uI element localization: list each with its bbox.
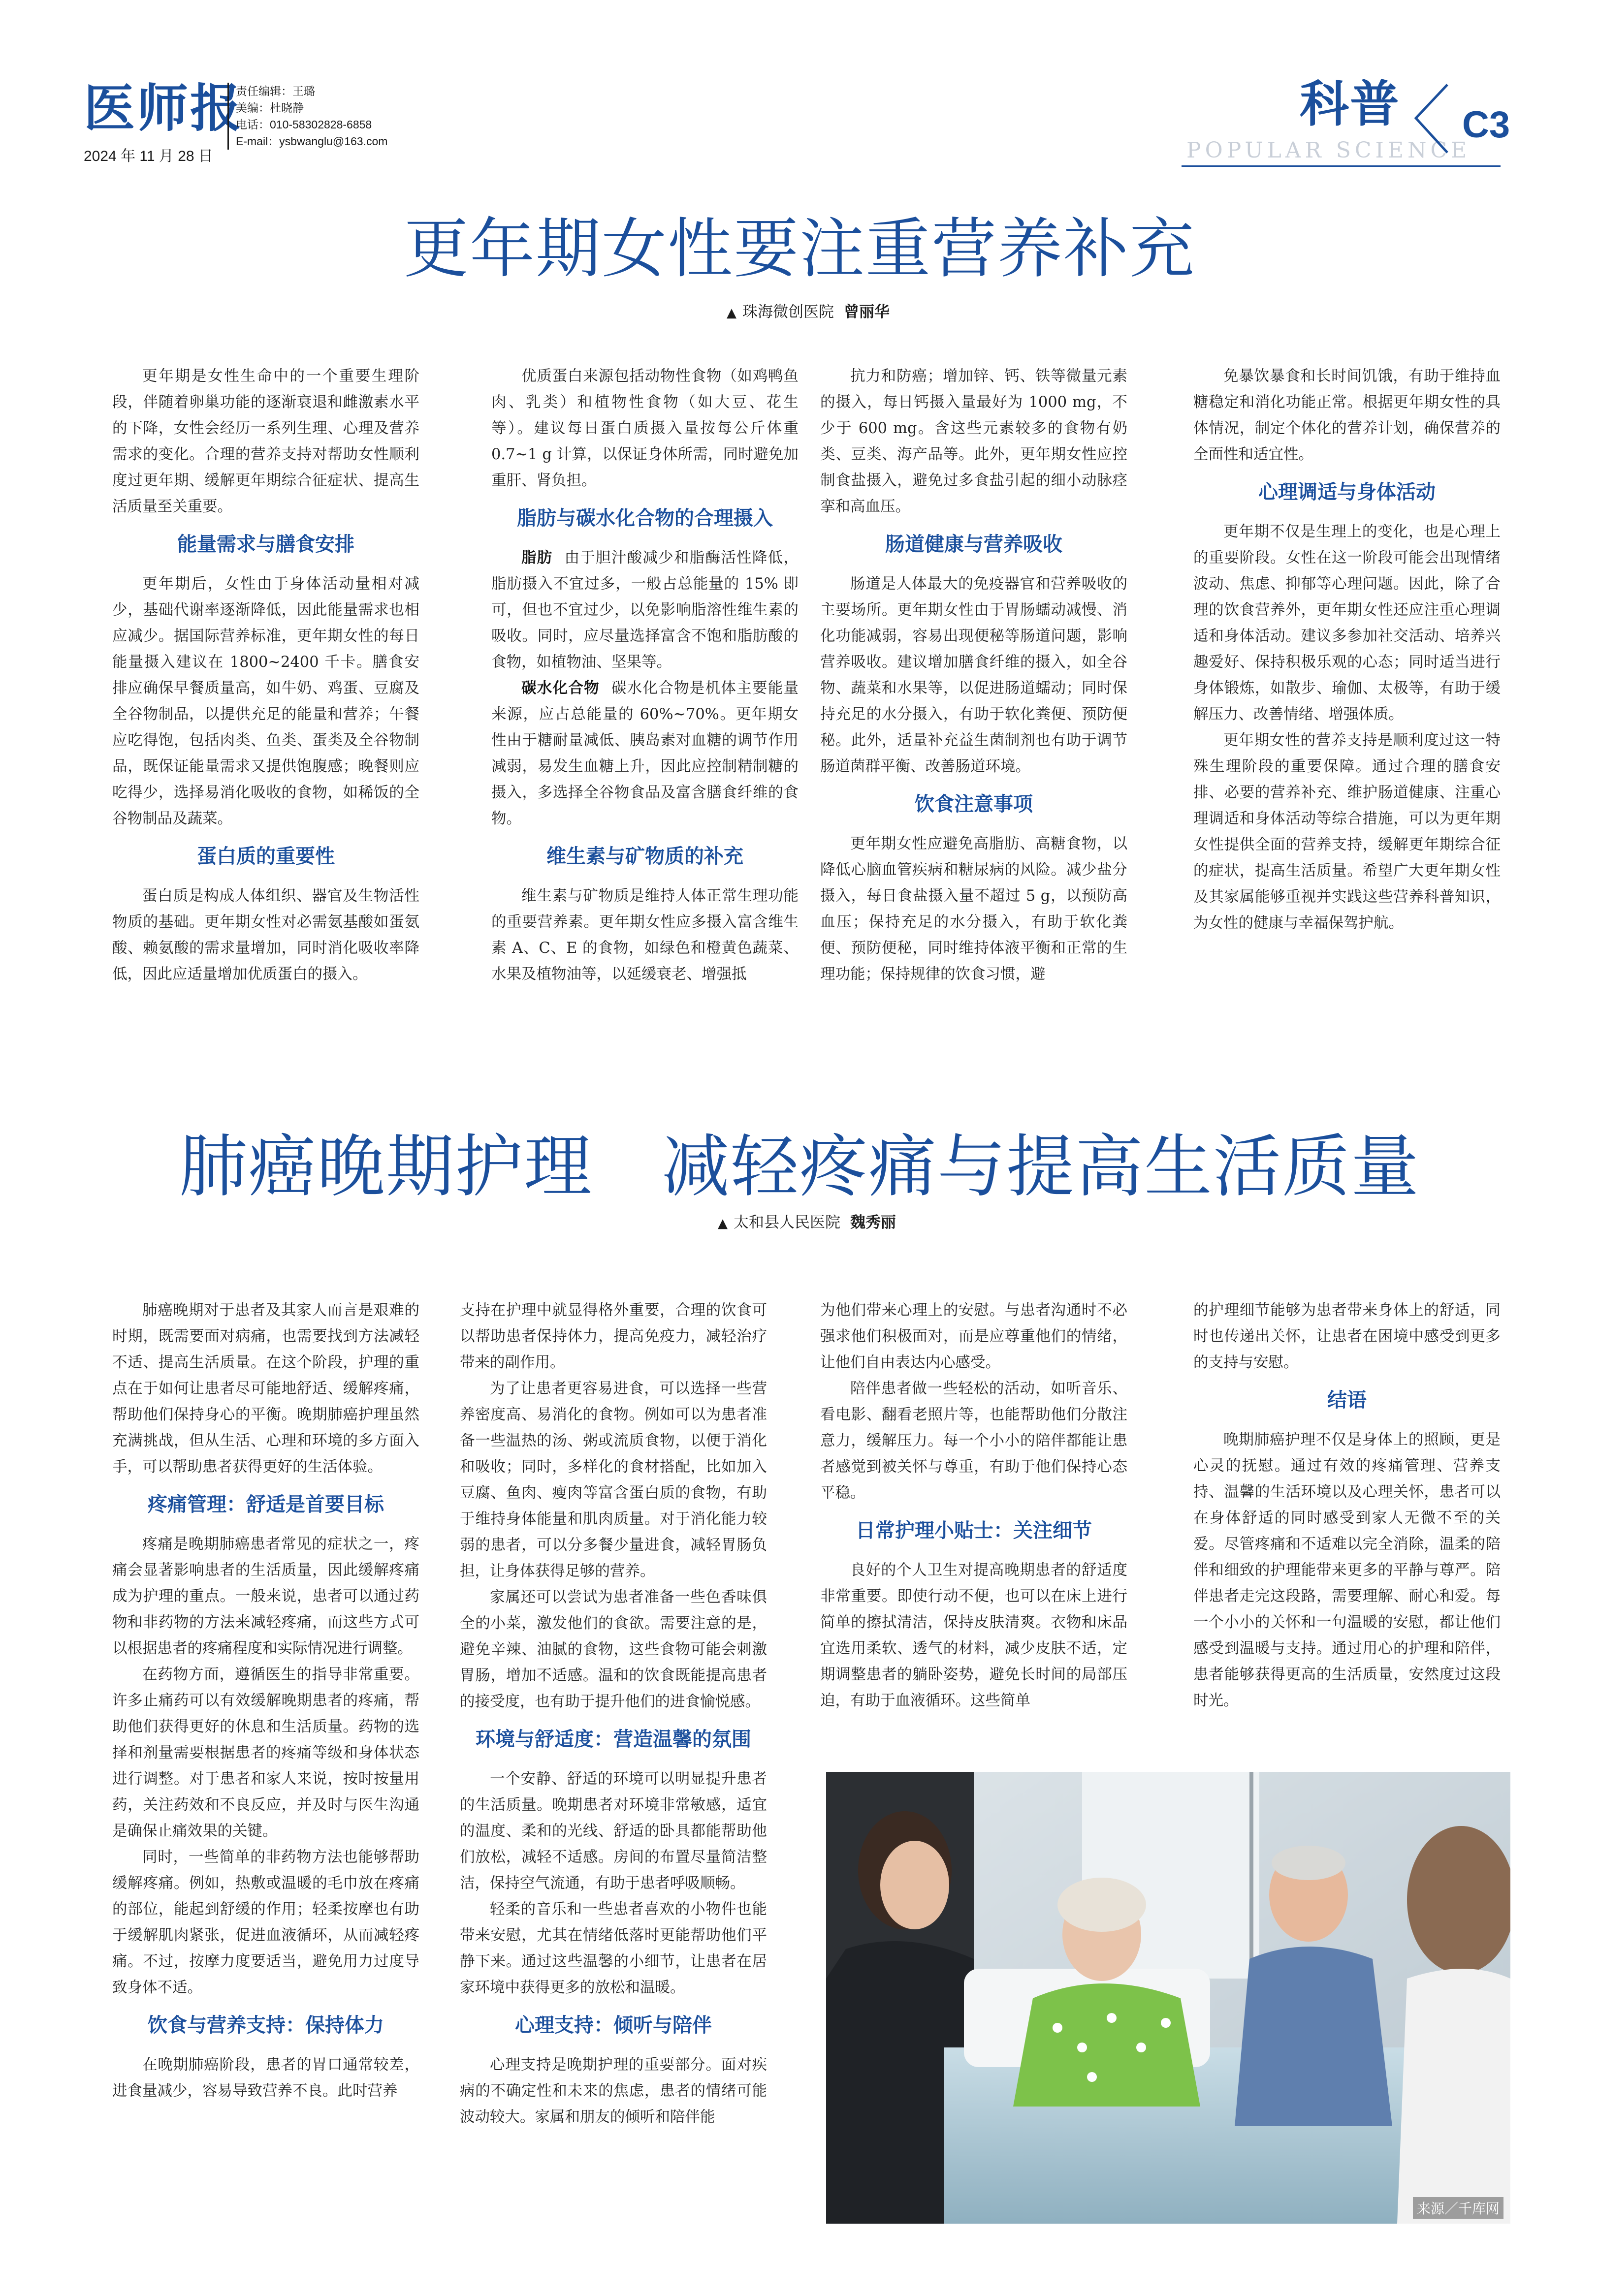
paragraph: 心理支持是晚期护理的重要部分。面对疾病的不确定性和未来的焦虑，患者的情绪可能波动较大。家属和朋友的倾听和陪伴能 bbox=[460, 2056, 767, 2126]
header-rule bbox=[1182, 165, 1501, 167]
article2-column-2 bbox=[460, 1297, 767, 2130]
subheading: 心理支持：倾听与陪伴 bbox=[515, 2014, 712, 2037]
paragraph: 晚期肺癌护理不仅是身体上的照顾，更是心灵的抚慰。通过有效的疼痛管理、营养支持、温馨的生活环境以及心理关怀，患者可以在身体舒适的同时感受到家人无微不至的关爱。尽管疼痛和不适难以完全消除，温柔的陪伴和细致的护理能带来更多的平静与尊严。陪伴患者走完这段路，需要理解、耐心和爱。每一个小小的关怀和一句温暖的安慰，都让他们感受到温暖与支持。通过用心的护理和陪伴，患者能够获得更高的生活质量，安然度过这段时光。 bbox=[1193, 1431, 1501, 1709]
editor-email: E-mail：ysbwanglu@163.com bbox=[236, 135, 388, 148]
publication-date: 2024 年 11 月 28 日 bbox=[84, 148, 213, 164]
article2-institution: 太和县人民医院 bbox=[734, 1214, 840, 1231]
paragraph: 支持在护理中就显得格外重要，合理的饮食可以帮助患者保持体力，提高免疫力，减轻治疗带来的副作用。 bbox=[460, 1302, 767, 1371]
subheading: 日常护理小贴士：关注细节 bbox=[856, 1519, 1092, 1542]
article1-byline bbox=[727, 299, 890, 321]
subheading: 维生素与矿物质的补充 bbox=[546, 845, 743, 868]
paragraph: 同时，一些简单的非药物方法也能够帮助缓解疼痛。例如，热敷或温暖的毛巾放在疼痛的部位，能起到舒缓的作用；轻柔按摩也有助于缓解肌肉紧张，促进血液循环，从而减轻疼痛。不过，按摩力度要适当，避免用力过度导致身体不适。 bbox=[112, 1849, 419, 1996]
article2-column-3 bbox=[820, 1297, 1127, 1714]
article1-title: 更年期女性要注重营养补充 bbox=[404, 211, 1195, 287]
subheading: 饮食注意事项 bbox=[915, 793, 1033, 816]
keyword-label: 脂肪 bbox=[521, 549, 553, 566]
paragraph: 一个安静、舒适的环境可以明显提升患者的生活质量。晚期患者对环境非常敏感，适宜的温度、柔和的光线、舒适的卧具都能帮助他们放松，减轻不适感。房间的布置尽量简洁整洁，保持空气流通，有助于患者呼吸顺畅。 bbox=[460, 1770, 767, 1892]
paragraph: 肠道是人体最大的免疫器官和营养吸收的主要场所。更年期女性由于胃肠蠕动减慢、消化功能减弱，容易出现便秘等肠道问题，影响营养吸收。建议增加膳食纤维的摄入，如全谷物、蔬菜和水果等，以促进肠道蠕动；同时保持充足的水分摄入，有助于软化粪便、预防便秘。此外，适量补充益生菌制剂也有助于调节肠道菌群平衡、改善肠道环境。 bbox=[820, 575, 1127, 775]
article1-column-3 bbox=[820, 363, 1127, 987]
subheading: 能量需求与膳食安排 bbox=[177, 533, 354, 556]
paragraph: 的护理细节能够为患者带来身体上的舒适，同时也传递出关怀，让患者在困境中感受到更多的支持与安慰。 bbox=[1193, 1302, 1501, 1371]
subheading: 脂肪与碳水化合物的合理摄入 bbox=[517, 507, 773, 530]
article2-title: 肺癌晚期护理 减轻疼痛与提高生活质量 bbox=[179, 1127, 1420, 1206]
paragraph: 更年期不仅是生理上的变化，也是心理上的重要阶段。女性在这一阶段可能会出现情绪波动、焦虑、抑郁等心理问题。因此，除了合理的饮食营养外，更年期女性还应注重心理调适和身体活动。建议多参加社交活动、培养兴趣爱好、保持积极乐观的心态；同时适当进行身体锻炼，如散步、瑜伽、太极等，有助于缓解压力、改善情绪、增强体质。 bbox=[1193, 523, 1501, 723]
paragraph-text: 碳水化合物是机体主要能量来源，应占总能量的 60%~70%。更年期女性由于糖耐量减低、胰岛素对血糖的调节作用减弱，易发生血糖上升，因此应控制精制糖的摄入，多选择全谷物食品及富含膳食纤维的食物。 bbox=[491, 680, 799, 827]
paragraph: 更年期女性应避免高脂肪、高糖食物，以降低心脑血管疾病和糖尿病的风险。减少盐分摄入，每日食盐摄入量不超过 5 g，以预防高血压；保持充足的水分摄入，有助于软化粪便、预防便秘，同时维持体液平衡和正常的生理功能；保持规律的饮食习惯，避 bbox=[820, 835, 1127, 983]
subheading: 心理调适与身体活动 bbox=[1258, 481, 1436, 503]
page-number: C3 bbox=[1462, 104, 1510, 146]
newspaper-logo: 医师报 bbox=[84, 78, 244, 138]
paragraph: 维生素与矿物质是维持人体正常生理功能的重要营养素。更年期女性应多摄入富含维生素 A、C、E 的食物，如绿色和橙黄色蔬菜、水果及植物油等，以延缓衰老、增强抵 bbox=[491, 887, 799, 983]
paragraph: 优质蛋白来源包括动物性食物（如鸡鸭鱼肉、乳类）和植物性食物（如大豆、花生等）。建议每日蛋白质摄入量按每公斤体重 0.7~1 g 计算，以保证身体所需，同时避免加重肝、肾负担。 bbox=[491, 368, 799, 489]
photo-credit: 来源／千库网 bbox=[1413, 2197, 1503, 2219]
subheading: 环境与舒适度：营造温馨的氛围 bbox=[476, 1728, 751, 1751]
paragraph: 轻柔的音乐和一些患者喜欢的小物件也能带来安慰，尤其在情绪低落时更能帮助他们平静下来。通过这些温馨的小细节，让患者在居家环境中获得更多的放松和温暖。 bbox=[460, 1901, 767, 1996]
subheading: 疼痛管理：舒适是首要目标 bbox=[148, 1493, 384, 1516]
paragraph: 家属还可以尝试为患者准备一些色香味俱全的小菜，激发他们的食欲。需要注意的是，避免辛辣、油腻的食物，这些食物可能会刺激胃肠，增加不适感。温和的饮食既能提高患者的接受度，也有助于提升他们的进食愉悦感。 bbox=[460, 1589, 767, 1710]
paragraph: 为他们带来心理上的安慰。与患者沟通时不必强求他们积极面对，而是应尊重他们的情绪，让他们自由表达内心感受。 bbox=[820, 1302, 1127, 1371]
subheading: 结语 bbox=[1327, 1389, 1367, 1412]
art-editor-name: 美编：杜晓静 bbox=[236, 101, 304, 114]
paragraph-text: 由于胆汁酸减少和脂酶活性降低，脂肪摄入不宜过多，一般占总能量的 15% 即可，但也不宜过少，以免影响脂溶性维生素的吸收。同时，应尽量选择富含不饱和脂肪酸的食物，如植物油、坚果等。 bbox=[491, 549, 799, 671]
subheading: 蛋白质的重要性 bbox=[197, 845, 335, 868]
article2-column-4 bbox=[1193, 1297, 1501, 1714]
article1-column-2 bbox=[491, 363, 799, 987]
triangle-marker-icon: ▲ bbox=[718, 1216, 728, 1231]
article2-byline bbox=[718, 1210, 896, 1232]
hospital-family-photo bbox=[826, 1772, 1510, 2224]
subheading: 饮食与营养支持：保持体力 bbox=[148, 2014, 384, 2037]
paragraph: 为了让患者更容易进食，可以选择一些营养密度高、易消化的食物。例如可以为患者准备一些温热的汤、粥或流质食物，以便于消化和吸收；同时，多样化的食材搭配，比如加入豆腐、鱼肉、瘦肉等富含蛋白质的食物，有助于维持身体能量和肌肉质量。对于消化能力较弱的患者，可以分多餐少量进食，减轻胃肠负担，让身体获得足够的营养。 bbox=[460, 1380, 767, 1580]
editor-name: 责任编辑：王璐 bbox=[236, 85, 315, 97]
paragraph: 在药物方面，遵循医生的指导非常重要。许多止痛药可以有效缓解晚期患者的疼痛，帮助他们获得更好的休息和生活质量。药物的选择和剂量需要根据患者的疼痛等级和身体状态进行调整。对于患者和家人来说，按时按量用药，关注药效和不良反应，并及时与医生沟通是确保止痛效果的关键。 bbox=[112, 1666, 419, 1840]
paragraph: 抗力和防癌；增加锌、钙、铁等微量元素的摄入，每日钙摄入量最好为 1000 mg，不少于 600 mg。含这些元素较多的食物有奶类、豆类、海产品等。此外，更年期女性应控制食盐摄入，避免过多食盐引起的细小动脉痉挛和高血压。 bbox=[820, 368, 1127, 515]
article2-column-1 bbox=[112, 1297, 419, 2104]
paragraph: 良好的个人卫生对提高晚期患者的舒适度非常重要。即使行动不便，也可以在床上进行简单的擦拭清洁，保持皮肤清爽。衣物和床品宜选用柔软、透气的材料，减少皮肤不适，定期调整患者的躺卧姿势，避免长时间的局部压迫，有助于血液循环。这些简单 bbox=[820, 1562, 1127, 1709]
paragraph: 更年期女性的营养支持是顺利度过这一特殊生理阶段的重要保障。通过合理的膳食安排、必要的营养补充、维护肠道健康、注重心理调适和身体活动等综合措施，可以为更年期女性提供全面的营养支持，缓解更年期综合征的症状，提高生活质量。希望广大更年期女性及其家属能够重视并实践这些营养科普知识，为女性的健康与幸福保驾护航。 bbox=[1193, 732, 1501, 932]
article2-author: 魏秀丽 bbox=[850, 1214, 896, 1231]
paragraph bbox=[491, 675, 799, 832]
paragraph: 在晚期肺癌阶段，患者的胃口通常较差，进食量减少，容易导致营养不良。此时营养 bbox=[112, 2056, 419, 2100]
keyword-label: 碳水化合物 bbox=[521, 680, 600, 697]
article1-author: 曾丽华 bbox=[844, 303, 890, 321]
paragraph bbox=[491, 545, 799, 675]
chevron-left-icon bbox=[1408, 82, 1452, 156]
editor-info bbox=[227, 83, 387, 150]
triangle-marker-icon: ▲ bbox=[727, 306, 736, 320]
subheading: 肠道健康与营养吸收 bbox=[885, 533, 1062, 556]
section-subtitle-en: POPULAR SCIENCE bbox=[1186, 138, 1471, 163]
editor-phone: 电话：010-58302828-6858 bbox=[236, 118, 372, 131]
paragraph: 更年期是女性生命中的一个重要生理阶段，伴随着卵巢功能的逐渐衰退和雌激素水平的下降，女性会经历一系列生理、心理及营养需求的变化。合理的营养支持对帮助女性顺利度过更年期、缓解更年期综合征症状、提高生活质量至关重要。 bbox=[112, 368, 419, 515]
section-title: 科普 bbox=[1300, 75, 1400, 133]
paragraph: 更年期后，女性由于身体活动量相对减少，基础代谢率逐渐降低，因此能量需求也相应减少。据国际营养标准，更年期女性的每日能量摄入建议在 1800~2400 千卡。膳食安排应确保早餐质量高，如牛奶、鸡蛋、豆腐及全谷物制品，以提供充足的能量和营养；午餐应吃得饱，包括肉类、鱼类、蛋类及全谷物制品，既保证能量需求又提供饱腹感；晚餐则应吃得少，选择易消化吸收的食物，如稀饭的全谷物制品及蔬菜。 bbox=[112, 575, 419, 827]
paragraph: 陪伴患者做一些轻松的活动，如听音乐、看电影、翻看老照片等，也能帮助他们分散注意力，缓解压力。每一个小小的陪伴都能让患者感觉到被关怀与尊重，有助于他们保持心态平稳。 bbox=[820, 1380, 1127, 1502]
paragraph: 蛋白质是构成人体组织、器官及生物活性物质的基础。更年期女性对必需氨基酸如蛋氨酸、赖氨酸的需求量增加，同时消化吸收率降低，因此应适量增加优质蛋白的摄入。 bbox=[112, 887, 419, 983]
paragraph: 肺癌晚期对于患者及其家人而言是艰难的时期，既需要面对病痛，也需要找到方法减轻不适、提高生活质量。在这个阶段，护理的重点在于如何让患者尽可能地舒适、缓解疼痛，帮助他们保持身心的平衡。晚期肺癌护理虽然充满挑战，但从生活、心理和环境的多方面入手，可以帮助患者获得更好的生活体验。 bbox=[112, 1302, 419, 1476]
paragraph: 免暴饮暴食和长时间饥饿，有助于维持血糖稳定和消化功能正常。根据更年期女性的具体情况，制定个体化的营养计划，确保营养的全面性和适宜性。 bbox=[1193, 368, 1501, 463]
article1-column-4 bbox=[1193, 363, 1501, 936]
photo-illustration bbox=[826, 1772, 1510, 2224]
article1-column-1 bbox=[112, 363, 419, 987]
article1-institution: 珠海微创医院 bbox=[742, 303, 834, 321]
paragraph: 疼痛是晚期肺癌患者常见的症状之一，疼痛会显著影响患者的生活质量，因此缓解疼痛成为护理的重点。一般来说，患者可以通过药物和非药物的方法来减轻疼痛，而这些方式可以根据患者的疼痛程度和实际情况进行调整。 bbox=[112, 1536, 419, 1657]
